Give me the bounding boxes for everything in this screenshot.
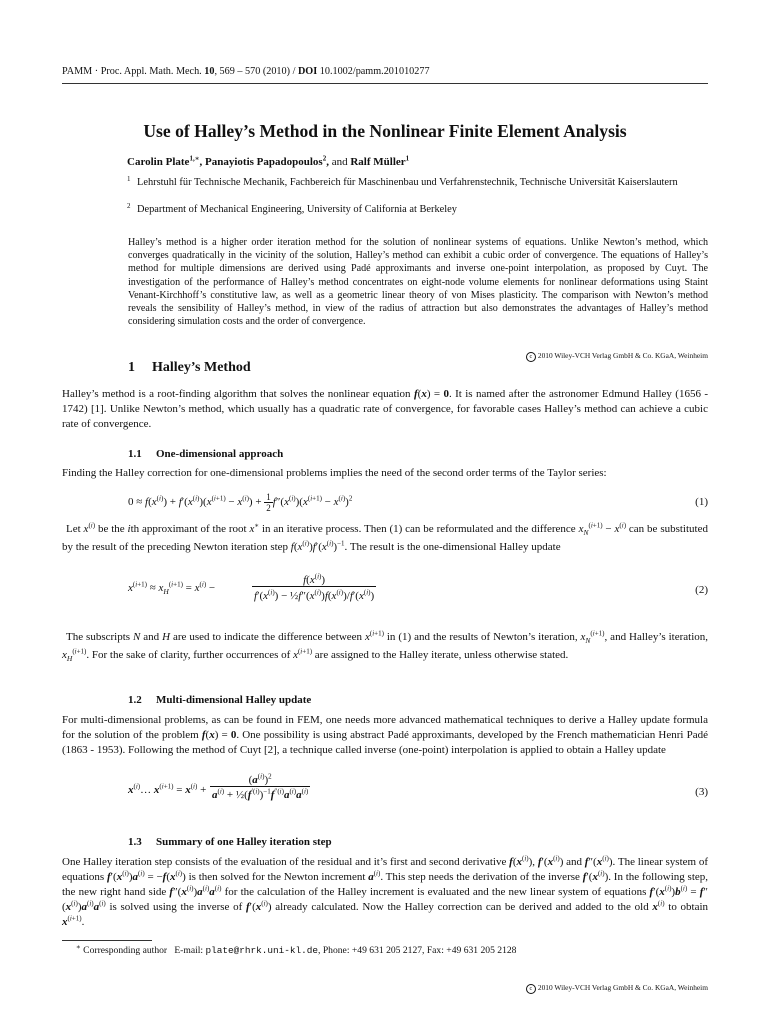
p2-b: be the bbox=[97, 523, 125, 535]
p3-f: . For the sake of clarity, further occurrences of bbox=[86, 649, 291, 662]
footer-copyright bbox=[526, 983, 708, 994]
author-3-affil: 1 bbox=[405, 154, 410, 163]
p2-c: th approximant of the root bbox=[130, 523, 247, 535]
section-heading bbox=[128, 360, 251, 376]
subsection-title: Multi-dimensional Halley update bbox=[156, 694, 312, 706]
affiliation-2-number: 2 bbox=[127, 202, 131, 210]
subsection-title: One-dimensional approach bbox=[156, 448, 284, 460]
p2-d: in an iterative process. Then (1) can be reformulated and the difference bbox=[261, 523, 576, 535]
equation-1-number: (1) bbox=[695, 496, 708, 508]
author-list: Carolin Plate$^{1,∗}$, Panayiotis Papadopoulos$^2$, and Ralf Müller$^1$ bbox=[127, 154, 410, 168]
sub3-p1-d: is then solved for the Newton increment bbox=[188, 871, 366, 883]
section-title: Halley’s Method bbox=[152, 360, 251, 375]
copyright-icon: c bbox=[526, 984, 536, 994]
subsection-number: 1.1 bbox=[128, 448, 142, 460]
subsection-number: 1.3 bbox=[128, 836, 142, 848]
section-number: 1 bbox=[128, 360, 135, 375]
p3-e: , and Halley’s iteration, bbox=[604, 631, 708, 643]
subsection-1-1-paragraph-3: The subscripts N and H are used to indicate the difference between $x^{(i+1)}$ in (1) and the results of Newton’s iteration, $x_N^{(i+1)}$, and Halley’s iteration, $x_H^{(i+1)}$. For the sake of clarity, further occurrences of $x^{(i+1)}$ are assigned to the Halley iterate, unless otherwise stated. bbox=[62, 629, 708, 664]
sub3-p1-e: . This step needs the derivation of the inverse bbox=[380, 871, 580, 883]
footnote-label: Corresponding author bbox=[83, 945, 168, 956]
subsection-1-2-heading bbox=[128, 694, 311, 706]
sub2-p1-a: For multi-dimensional problems, as can be found in FEM, one needs more advanced mathematical techniques to derive a Halley update formula for the solution of the problem bbox=[62, 714, 708, 741]
copyright-text: 2010 Wiley-VCH Verlag GmbH & Co. KGaA, Weinheim bbox=[537, 351, 708, 360]
subsection-number: 1.2 bbox=[128, 694, 142, 706]
p2-a: Let bbox=[66, 523, 81, 535]
author-2: Panayiotis Papadopoulos bbox=[205, 156, 323, 168]
p2-f: . The result is the one-dimensional Halley update bbox=[344, 541, 561, 554]
author-conjunction: and bbox=[331, 156, 348, 168]
affiliation-2 bbox=[127, 203, 687, 216]
footer-copyright-text: 2010 Wiley-VCH Verlag GmbH & Co. KGaA, Weinheim bbox=[537, 983, 708, 992]
footnote-email-label: E-mail: bbox=[174, 945, 204, 956]
journal-name: PAMM · Proc. Appl. Math. Mech. bbox=[62, 66, 202, 77]
author-3: Ralf Müller bbox=[350, 156, 406, 168]
sub3-p1-j: to obtain bbox=[668, 901, 709, 913]
footnote-mark: ∗ bbox=[76, 942, 81, 951]
author-1-affil: 1,∗ bbox=[189, 154, 200, 163]
p3-g: are assigned to the Halley iterate, unless otherwise stated. bbox=[314, 649, 569, 662]
affiliation-1 bbox=[127, 176, 687, 189]
subsection-1-1-heading bbox=[128, 448, 283, 460]
author-2-affil: 2 bbox=[322, 154, 327, 163]
author-1: Carolin Plate bbox=[127, 156, 190, 168]
journal-pages: 569 – 570 (2010) bbox=[219, 66, 291, 77]
footnote bbox=[76, 942, 517, 956]
sub3-p1-g: for the calculation of the Halley increment is evaluated and the new linear system of equations bbox=[224, 886, 647, 898]
sub3-p1-c: . The linear system of equations bbox=[62, 856, 708, 883]
abstract: Halley’s method is a higher order iteration method for the solution of nonlinear systems of equations. Unlike Newton’s method, which converges quadratically in the vicinity of the solution, Halley’s method can exhibit a cubic order of convergence. The equations of Halley’s method for multiple dimensions are derived using Padé approximants and inverse one-point interpolation, as proposed by Cuyt. The investigation of the performance of Halley’s method concentrates on eight-node volume elements for nonlinear deformations using Staint Venant-Kirchhoff’s constitutive law, as well as a geometric linear theory of von Mises plasticity. The comparison with Newton’s method reveals the sensibility of Halley’s method, in view of the radius of attraction but also demonstrates the advantages of Halley’s method considering simulation costs and the order of convergence. bbox=[128, 237, 708, 328]
running-header: PAMM · Proc. Appl. Math. Mech. 10, 569 – 570 (2010) / DOI 10.1002/pamm.201010277 bbox=[62, 66, 430, 77]
footnote-email-link[interactable]: plate@rhrk.uni-kl.de bbox=[205, 945, 319, 956]
sub3-p1-h: is solved using the inverse of bbox=[109, 901, 243, 913]
sub2-p1-b: . One possibility is using abstract Padé approximants, developed by the French mathematician Henri Padé (1863 - 1953). Following the method of Cuyt [2], a technique called inverse (one-point) interpolation is applied to obtain a Halley update bbox=[62, 729, 709, 756]
p3-a: The subscripts bbox=[66, 631, 131, 643]
equation-2-number: (2) bbox=[695, 584, 708, 596]
footnote-phone: , Phone: +49 631 205 2127, Fax: +49 631 205 2128 bbox=[318, 945, 517, 956]
intro-text-b: It is named after the astronomer Edmund Halley (1656 - 1742) [1]. Unlike Newton’s method, which usually has a quadratic rate of convergence, for favorable cases Halley’s method can achieve a cubic rate of convergence. bbox=[62, 388, 709, 430]
p2-e: can be substituted by the result of the preceding Newton iteration step bbox=[62, 523, 708, 554]
doi-label: DOI bbox=[297, 66, 318, 77]
p3-c: are used to indicate the difference between bbox=[172, 631, 363, 643]
p3-d: in (1) and the results of Newton’s iteration, bbox=[386, 631, 578, 643]
subsection-1-3-text: One Halley iteration step consists of the evaluation of the residual and it’s first and second derivative $f(x^{(i)})$, $f'(x^{(i)})$ and $f''(x^{(i)})$. The linear system of equations $f'(x^{(i)})a^{(i)} = -f(x^{(i)})$ is then solved for the Newton increment $a^{(i)}$. This step needs the derivation of the inverse $f'(x^{(i)})$. In the following step, the new right hand side $f''(x^{(i)})a^{(i)}a^{(i)}$ for the calculation of the Halley increment is evaluated and the new linear system of equations $f'(x^{(i)})b^{(i)} = f''(x^{(i)})a^{(i)}a^{(i)}$ is solved using the inverse of $f'(x^{(i)})$ already calculated. Now the Halley correction can be derived and added to the old $x^{(i)}$ to obtain $x^{(i+1)}$. bbox=[62, 854, 709, 928]
affiliation-1-text: Lehrstuhl für Technische Mechanik, Fachbereich für Maschinenbau und Verfahrenstechnik, Technische Universität Kaiserslautern bbox=[137, 177, 678, 188]
subsection-1-1-paragraph-2: Let $x^{(i)}$ be the ith approximant of the root x∗ in an iterative process. Then (1) can be reformulated and the difference $x_N^{(i+1)} - x^{(i)}$ can be substituted by the result of the preceding Newton iteration step $f(x^{(i)})f'(x^{(i)})^{-1}$. The result is the one-dimensional Halley update bbox=[62, 521, 708, 554]
equation-3-number: (3) bbox=[695, 786, 708, 798]
journal-volume: 10 bbox=[204, 66, 215, 77]
sub3-p1-a: One Halley iteration step consists of the evaluation of the residual and it’s first and second derivative bbox=[62, 856, 507, 868]
abstract-copyright bbox=[526, 351, 708, 362]
intro-text-a: Halley’s method is a root-finding algorithm that solves the nonlinear equation bbox=[62, 388, 411, 400]
header-rule bbox=[62, 83, 708, 84]
copyright-icon: c bbox=[526, 352, 536, 362]
affiliation-2-text: Department of Mechanical Engineering, University of California at Berkeley bbox=[137, 204, 457, 215]
sub3-p1-b: and bbox=[566, 856, 583, 868]
subsection-1-3-heading bbox=[128, 836, 332, 848]
section-1-intro: Halley’s method is a root-finding algorithm that solves the nonlinear equation f(x) = 0. It is named after the astronomer Edmund Halley (1656 - 1742) [1]. Unlike Newton’s method, which usually has a quadratic rate of convergence, for favorable cases Halley’s method can achieve a cubic rate of convergence. bbox=[62, 388, 709, 430]
doi-value: 10.1002/pamm.201010277 bbox=[319, 66, 430, 77]
p3-b: and bbox=[143, 631, 160, 643]
subsection-1-1-text: Finding the Halley correction for one-dimensional problems implies the need of the second order terms of the Taylor series: bbox=[62, 467, 607, 479]
footnote-rule bbox=[62, 940, 152, 941]
affiliation-1-number: 1 bbox=[127, 175, 131, 183]
subsection-1-2-text: For multi-dimensional problems, as can be found in FEM, one needs more advanced mathematical techniques to derive a Halley update formula for the solution of the problem f(x) = 0. One possibility is using abstract Padé approximants, developed by the French mathematician Henri Padé (1863 - 1953). Following the method of Cuyt [2], a technique called inverse (one-point) interpolation is applied to obtain a Halley update bbox=[62, 714, 709, 756]
sub3-p1-f: . In the following step, the new right hand side bbox=[62, 871, 709, 898]
paper-title: Use of Halley’s Method in the Nonlinear Finite Element Analysis bbox=[143, 121, 627, 141]
sub3-p1-i: already calculated. Now the Halley correction can be derived and added to the old bbox=[275, 901, 649, 913]
subsection-title: Summary of one Halley iteration step bbox=[156, 836, 332, 848]
